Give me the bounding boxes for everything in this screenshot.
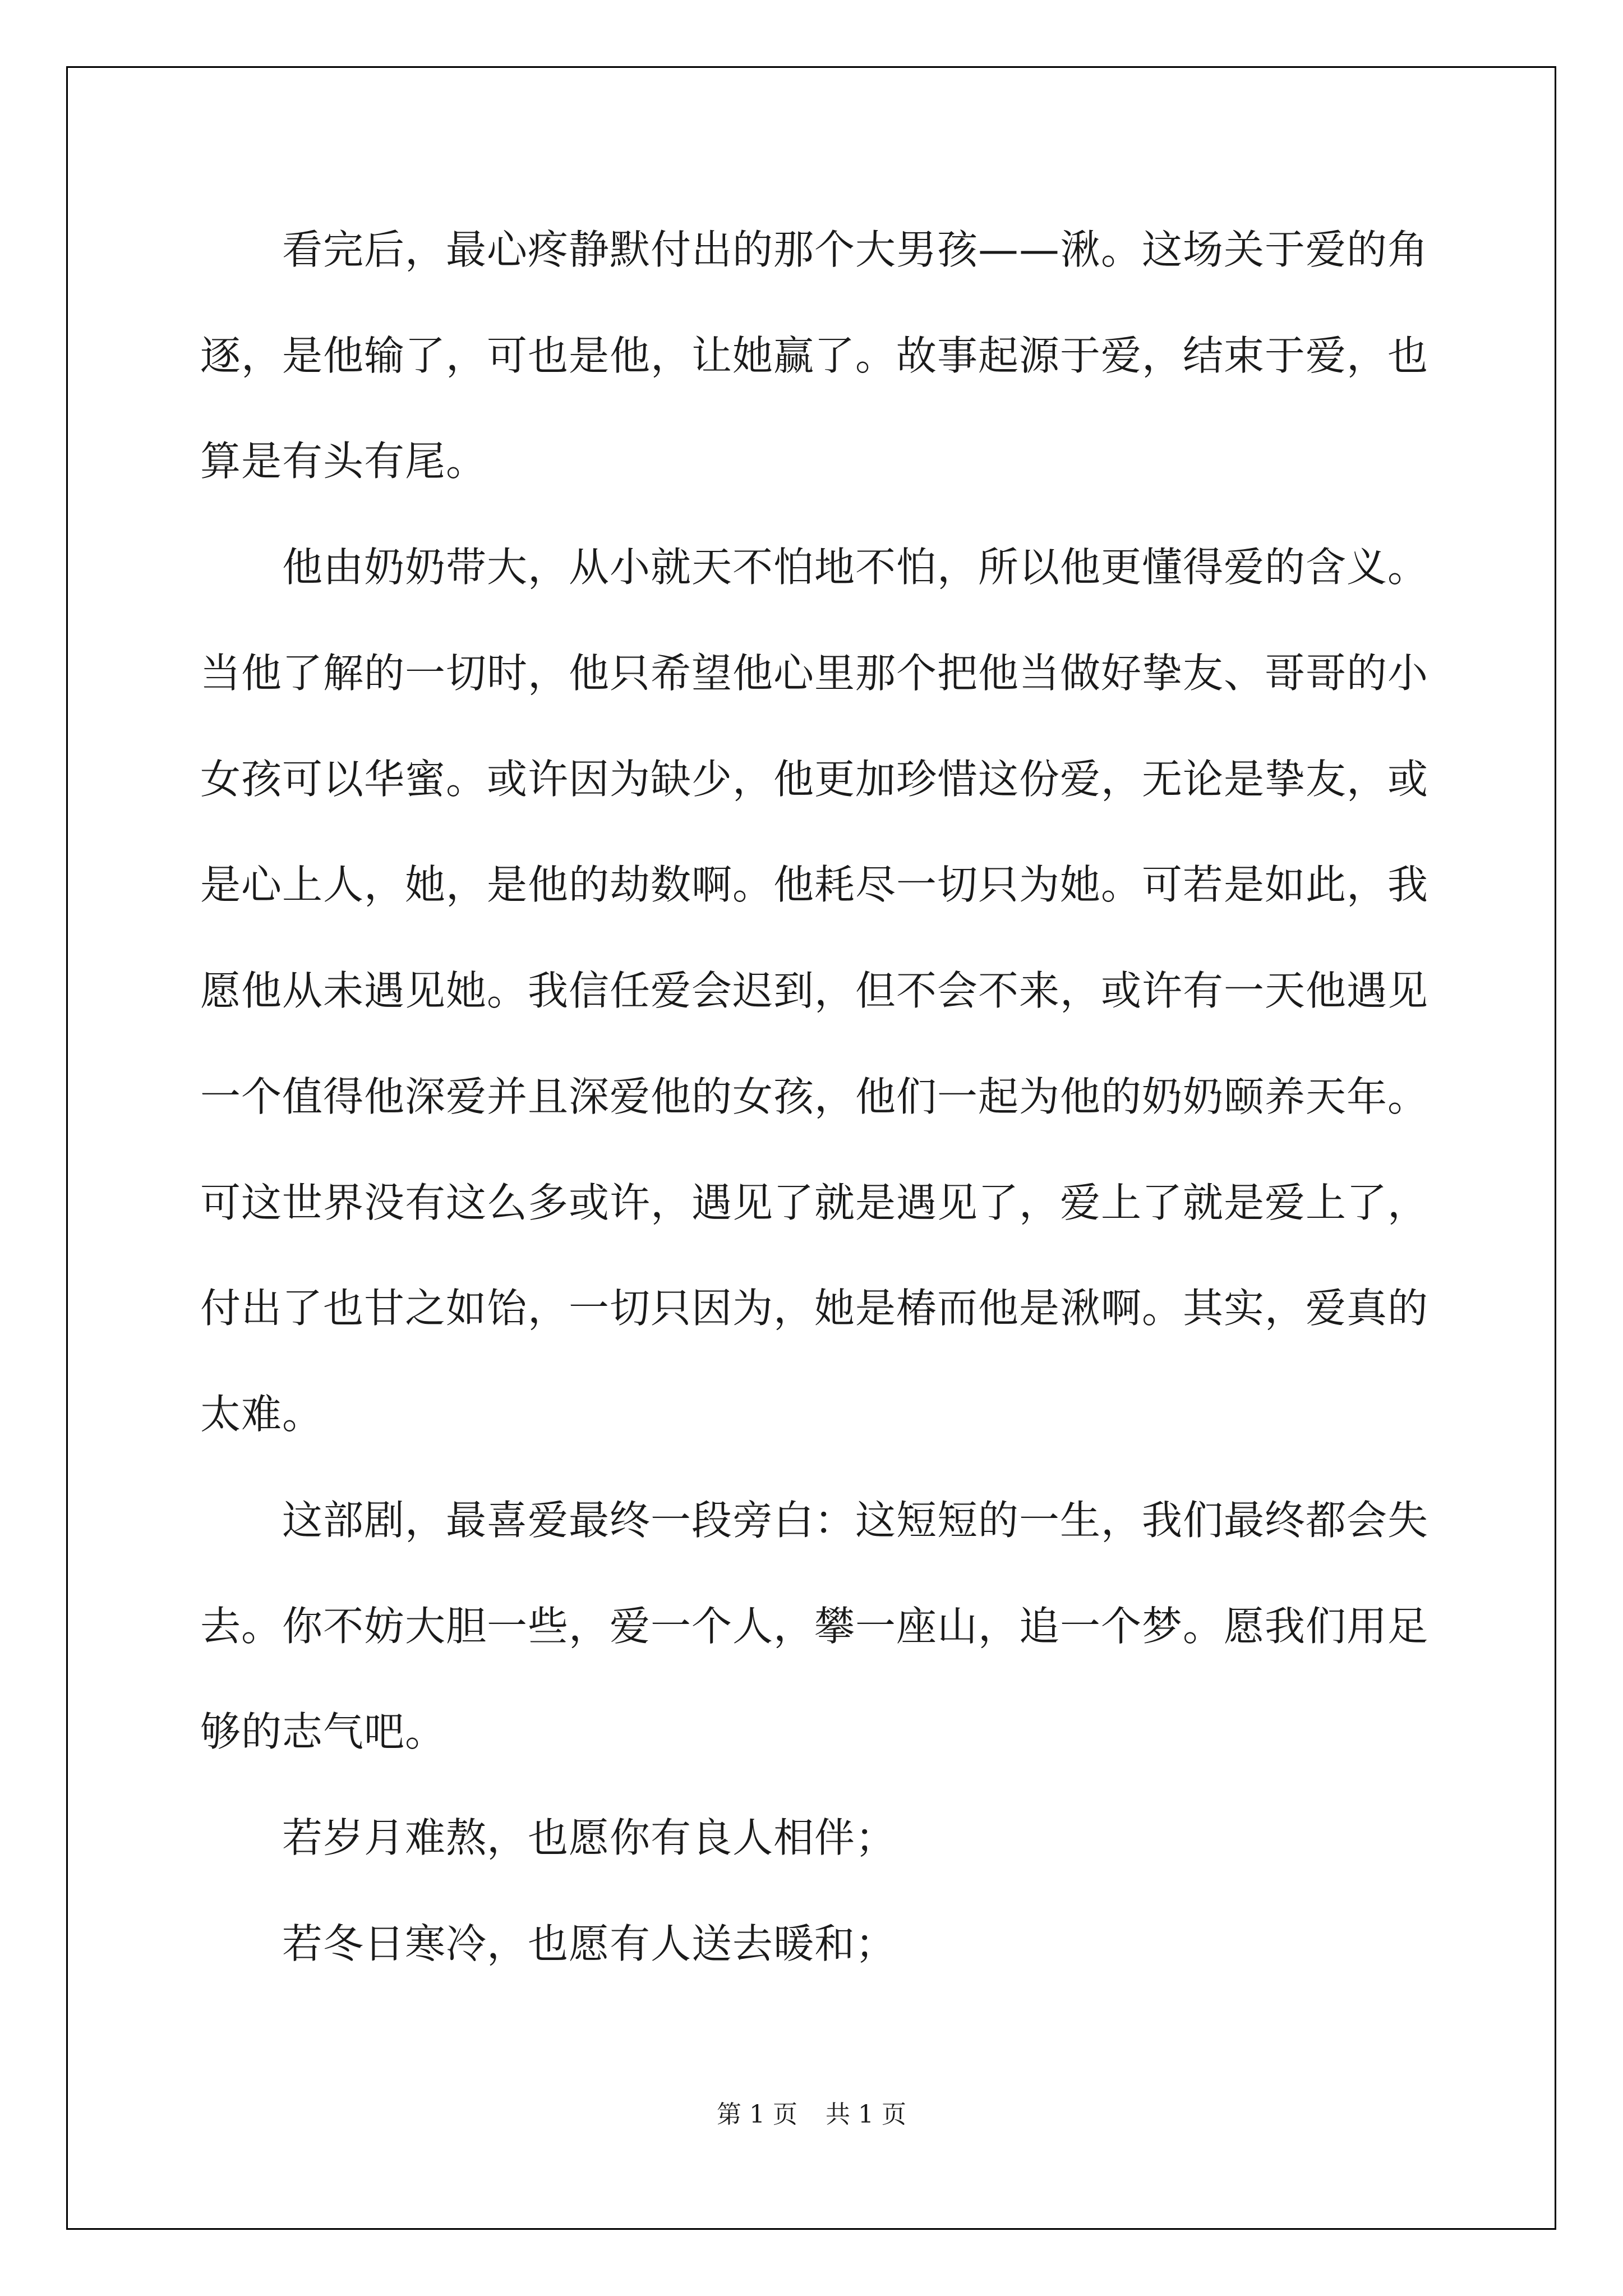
text-line: 可这世界没有这么多或许，遇见了就是遇见了，爱上了就是爱上了， [200, 1179, 1429, 1226]
text-line: 愿他从未遇见她。我信任爱会迟到，但不会不来，或许有一天他遇见 [200, 967, 1429, 1014]
text-line: 够的志气吧。 [200, 1708, 446, 1755]
text-line: 一个值得他深爱并且深爱他的女孩，他们一起为他的奶奶颐养天年。 [200, 1073, 1429, 1120]
text-line: 算是有头有尾。 [200, 438, 487, 485]
page-border [66, 66, 1556, 2230]
text-line: 女孩可以华蜜。或许因为缺少，他更加珍惜这份爱，无论是挚友，或 [200, 756, 1429, 803]
text-line: 看完后，最心疼静默付出的那个大男孩——湫。这场关于爱的角 [200, 226, 1429, 273]
text-line: 是心上人，她，是他的劫数啊。他耗尽一切只为她。可若是如此，我 [200, 861, 1429, 908]
text-line: 太难。 [200, 1391, 324, 1438]
text-line: 去。你不妨大胆一些，爱一个人，攀一座山，追一个梦。愿我们用足 [200, 1603, 1429, 1650]
text-line: 付出了也甘之如饴，一切只因为，她是椿而他是湫啊。其实，爱真的 [200, 1285, 1429, 1332]
text-line: 他由奶奶带大，从小就天不怕地不怕，所以他更懂得爱的含义。 [200, 544, 1429, 591]
text-line: 这部剧，最喜爱最终一段旁白：这短短的一生，我们最终都会失 [200, 1497, 1429, 1544]
page-footer [0, 2098, 1623, 2132]
text-line: 若岁月难熬，也愿你有良人相伴； [200, 1814, 897, 1861]
text-line: 逐，是他输了，可也是他，让她赢了。故事起源于爱，结束于爱，也 [200, 332, 1429, 379]
page-total: 共 1 页 [826, 2100, 906, 2129]
text-line: 当他了解的一切时，他只希望他心里那个把他当做好挚友、哥哥的小 [200, 650, 1429, 697]
page-number: 第 1 页 [717, 2100, 797, 2129]
text-line: 若冬日寒冷，也愿有人送去暖和； [200, 1920, 897, 1967]
